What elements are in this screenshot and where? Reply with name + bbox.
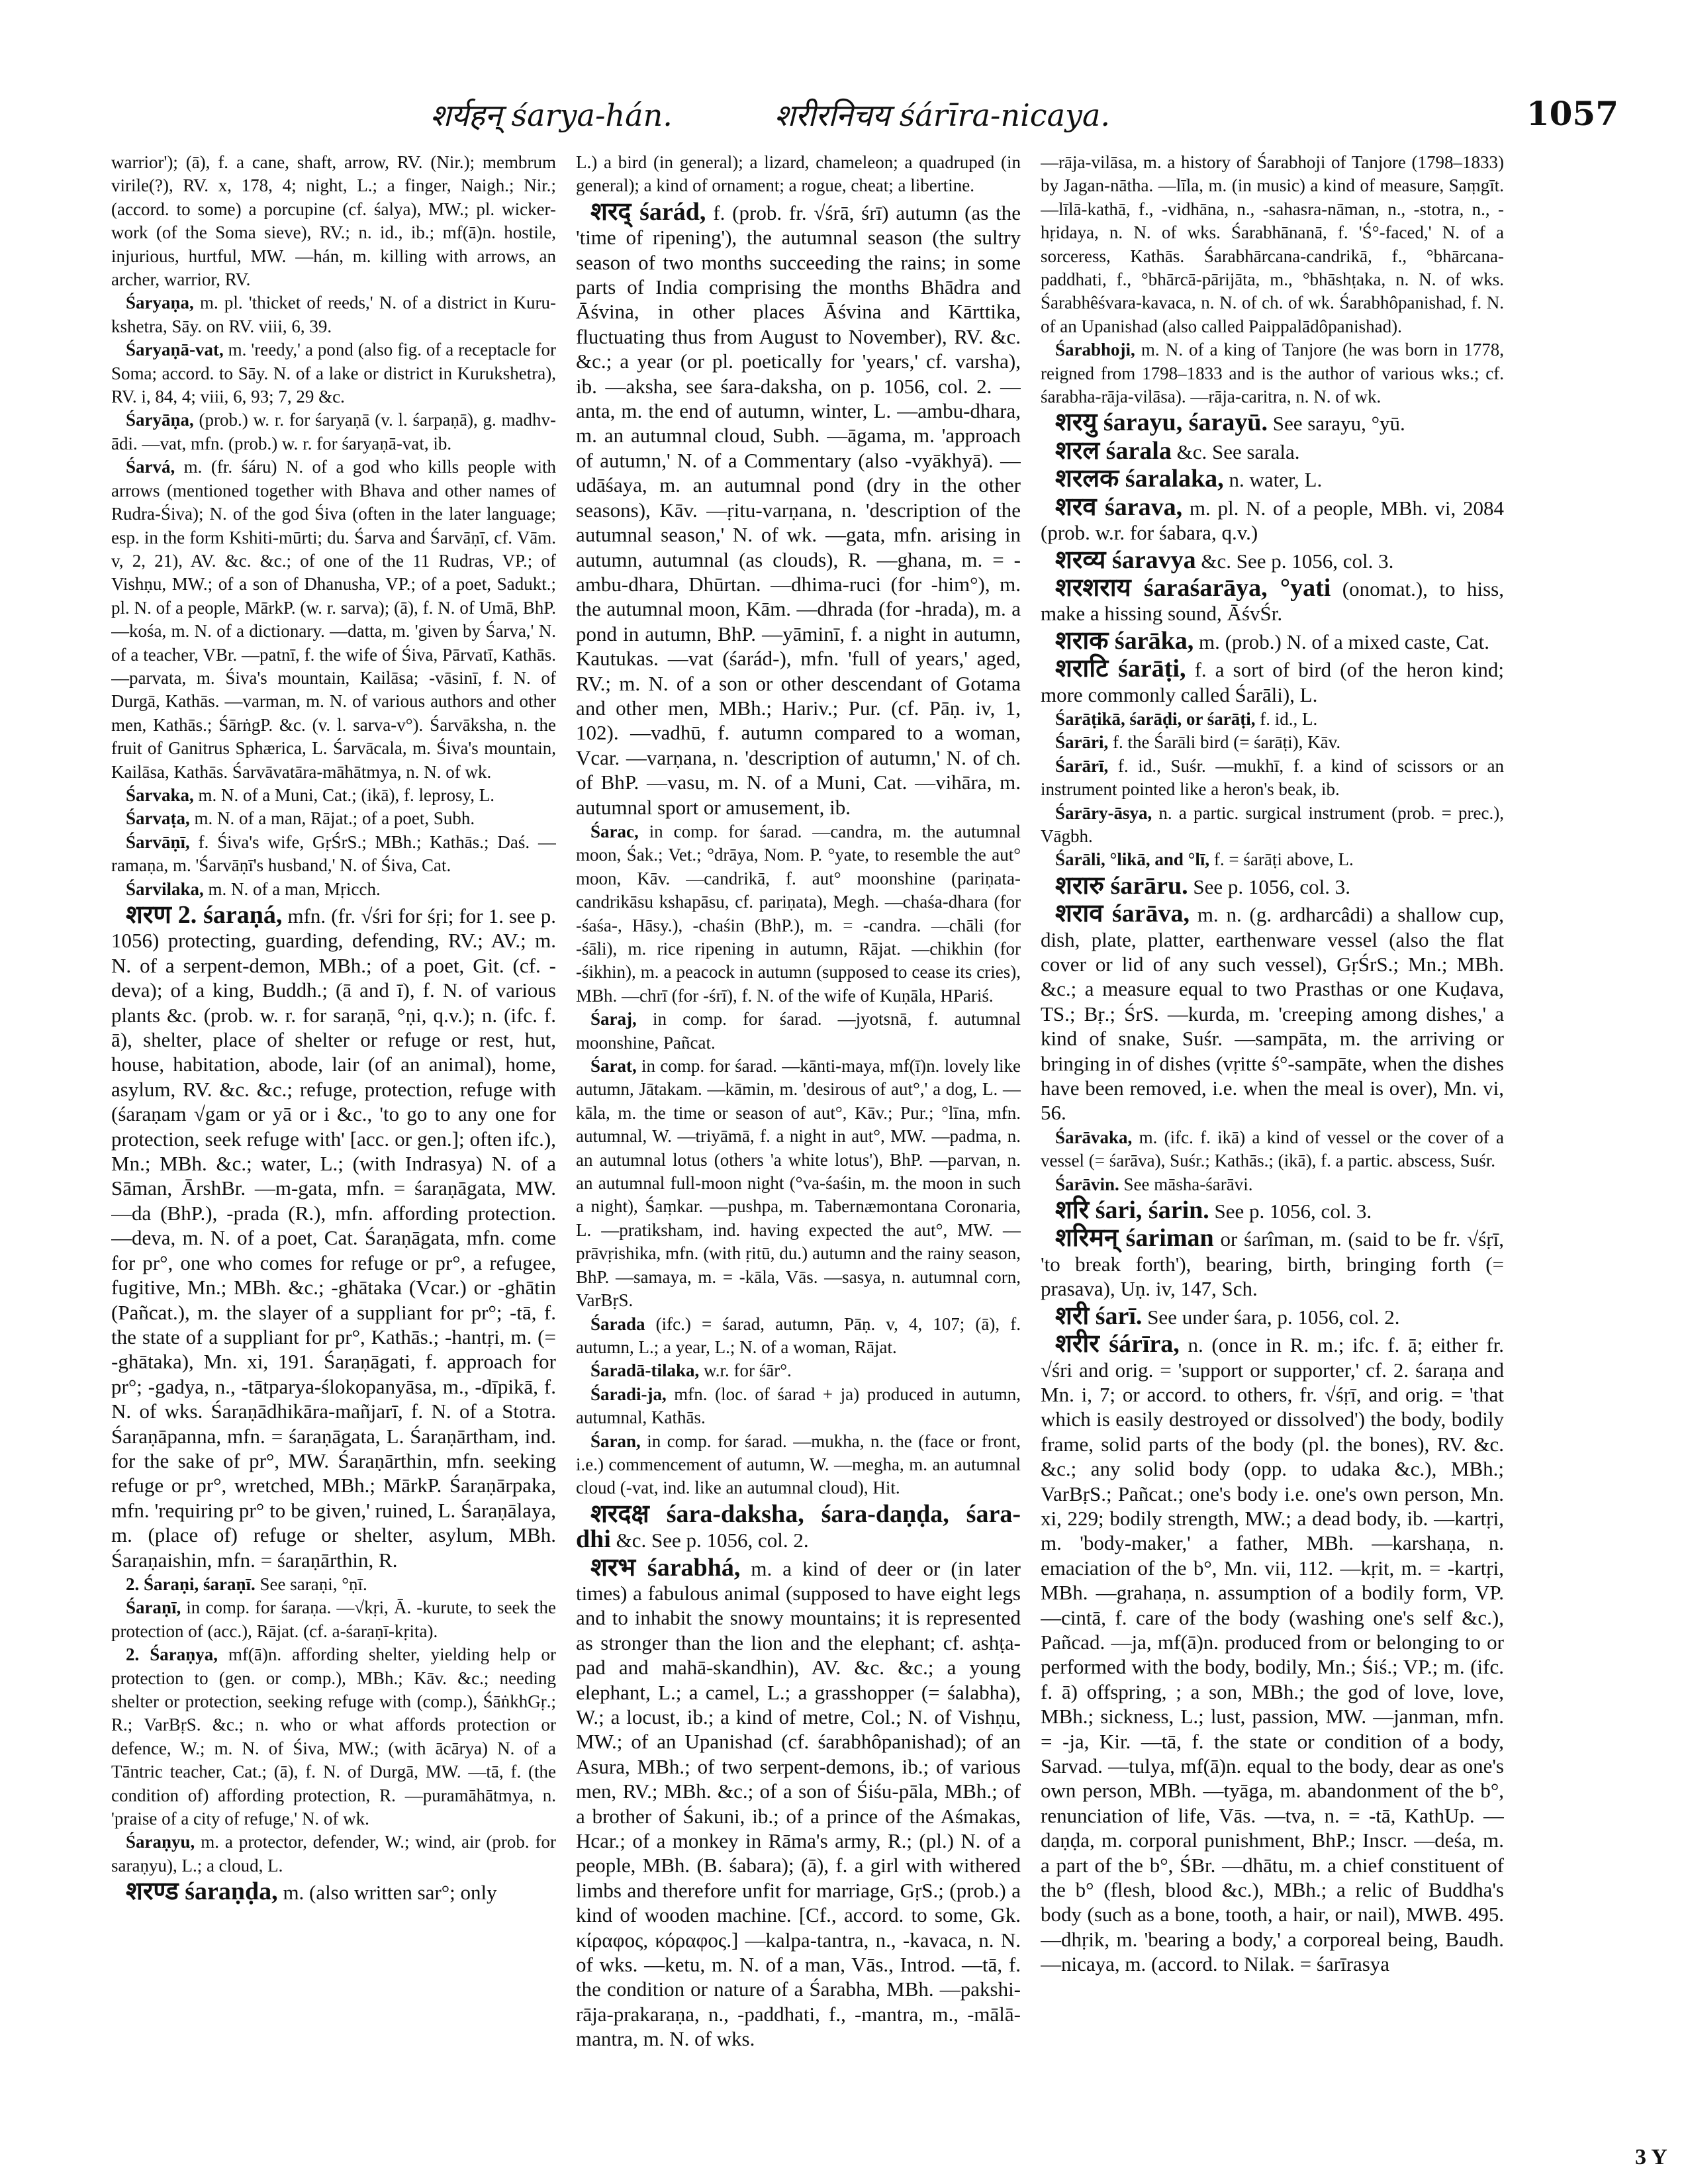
entry-text: See under śara, p. 1056, col. 2. — [1142, 1305, 1400, 1329]
entry-headword: शरिमन् śariman — [1055, 1224, 1214, 1253]
entry-headword: Śaran, — [590, 1431, 641, 1451]
dictionary-entry — [111, 1877, 556, 1906]
dictionary-entry — [1041, 1173, 1504, 1196]
page-number: 1057 — [1526, 94, 1618, 133]
entry-headword: Śarabhoji, — [1055, 340, 1135, 360]
entry-text: f. id., L. — [1255, 708, 1318, 729]
entry-headword: Śarāry-āsya, — [1055, 802, 1152, 823]
entry-text: —rāja-vilāsa, m. a history of Śarabhoji of Tanjore (1798–1833) by Jagan-nātha. —līla, m. (in music) a kind of measure, Saṃgīt. —līlā-kathā, f., -vidhāna, n., -sahasra-nāman, n., -stotra, n., -hṛidaya, n. N. of wks. Śarabhānanā, f. 'Ś°-faced,' N. of a sorceress, Kathās. Śarabhārcana-candrikā, f., °bhārcana-paddhati, f., °bhārcā-pārijāta, m., °bhāshṭaka, n. N. of wks. Śarabhêśvara-kavaca, n. N. of ch. of wk. Śarabhôpanishad, f. N. of an Upanishad (also called Paippalādôpanishad). — [1041, 152, 1504, 336]
dictionary-entry — [1041, 573, 1504, 627]
entry-text: L.) a bird (in general); a lizard, chameleon; a quadruped (in general); a kind of ornament; a rogue, cheat; a libertine. — [576, 152, 1021, 196]
entry-text: w.r. for śār°. — [699, 1360, 792, 1381]
entry-headword: शरव śarava, — [1055, 493, 1183, 521]
entry-text: mfn. (fr. √śri for śṛi; for 1. see p. 1056) protecting, guarding, defending, RV.; AV.; m. N. of a serpent-demon, MBh.; of a poet, Git. (cf. -deva); of a king, Buddh.; (ā and ī), f. N. of various plants &c. (prob. w. r. for saraṇā, °ṇi, q.v.); n. (ifc. f. ā), shelter, place of shelter or refuge or rest, hut, house, habitation, abode, lair (of an animal), home, asylum, RV. &c. &c.; refuge, protection, refuge with (śaraṇam √gam or yā or i &c., 'to go to any one for protection, seek refuge with' [acc. or gen.]; often ifc.), Mn.; MBh. &c.; water, L.; (with Indrasya) N. of a Sāman, ĀrshBr. —m-gata, mfn. = śaraṇāgata, MW. —da (BhP.), -prada (R.), mfn. affording protection. —deva, m. N. of a poet, Cat. Śaraṇāgata, mfn. come for pr°, one who comes for refuge or pr°, a refugee, fugitive, Mn.; MBh. &c.; -ghātaka (Vcar.) or -ghātin (Pañcat.), m. the slayer of a suppliant for pr°; -tā, f. the state of a suppliant for pr°, Kathās.; -hantṛi, m. (= -ghātaka), Mn. xi, 191. Śaraṇāgati, f. approach for pr°; -gadya, n., -tātparya-ślokopanyāsa, m., -dīpikā, f. N. of wks. Śaraṇādhikāra-mañjarī, f. N. of a Stotra. Śaraṇāpanna, mfn. = śaraṇāgata, L. Śaraṇārtham, ind. for the sake of pr°, MW. Śaraṇārthin, mfn. seeking refuge or pr°, wretched, MBh.; MārkP. Śaraṇārpaka, mfn. 'requiring pr° to be given,' ruined, L. Śaraṇālaya, m. (place of) refuge or shelter, asylum, MBh. Śaraṇaishin, mfn. = śaraṇārthin, R. — [111, 904, 556, 1572]
entry-headword: Śarac, — [590, 821, 639, 841]
header-left-word: शर्यहन् śarya-hán. — [430, 97, 673, 133]
dictionary-entry — [1041, 1302, 1504, 1330]
dictionary-entry — [1041, 1224, 1504, 1302]
entry-text: m. (prob.) N. of a mixed caste, Cat. — [1194, 630, 1489, 653]
entry-headword: शरी śarī. — [1055, 1302, 1143, 1330]
entry-headword: Śarvāṇī, — [126, 831, 190, 852]
entry-headword: Śarada — [590, 1313, 645, 1334]
dictionary-entry — [576, 151, 1021, 198]
dictionary-entry — [111, 878, 556, 901]
entry-headword: शरभ śarabhá, — [590, 1553, 741, 1582]
dictionary-entry — [1041, 546, 1504, 574]
entry-headword: शरि śari, śarin. — [1055, 1196, 1209, 1225]
entry-text: f. the Śarāli bird (= śarāṭi), Kāv. — [1108, 732, 1341, 753]
dictionary-entry — [1041, 708, 1504, 731]
entry-text: m. N. of a man, Mṛicch. — [203, 878, 381, 899]
dictionary-entry — [576, 1430, 1021, 1500]
entry-headword: Śarvaka, — [126, 784, 194, 805]
dictionary-entry — [1041, 902, 1504, 1126]
dictionary-entry — [1041, 1330, 1504, 1977]
dictionary-entry — [1041, 151, 1504, 338]
entry-text: f. (prob. fr. √śrā, śrī) autumn (as the 'time of ripening'), the autumnal season (the sultry season of two months succeeding the rains; in some parts of India comprising the months Bhādra and Āśvina, in other places Āśvina and Kārttika, fluctuating thus from August to November), RV. &c. &c.; a year (or pl. poetically for 'years,' cf. varsha), ib. —aksha, see śara-daksha, on p. 1056, col. 2. —anta, m. the end of autumn, winter, L. —ambu-dhara, m. an autumnal cloud, Subh. —āgama, m. 'approach of autumn,' N. of a Commentary (also -vyākhyā). —udāśaya, m. an autumnal pond (dry in the other seasons), Kāv. —ṛitu-varṇana, n. 'description of the autumnal season,' N. of wk. —gata, mfn. arising in autumn, autumnal (as clouds), R. —ghana, m. = -ambu-dhara, Dhūrtan. —dhima-ruci (for -him°), m. the autumnal moon, Kām. —dhrada (for -hrada), m. a pond in autumn, BhP. —yāminī, f. a night in autumn, Kautukas. —vat (śarád-), mfn. 'full of years,' aged, RV.; m. N. of a son or other descendant of Gotama and other men, MBh.; Hariv.; Pur. (cf. Pāṇ. iv, 1, 102). —vadhū, f. autumn compared to a woman, Vcar. —varṇana, n. 'description of autumn,' N. of ch. of BhP. —vasu, m. N. of a Muni, Cat. —vihāra, m. autumnal sport or amusement, ib. — [576, 201, 1021, 819]
header-center-word: शरीरनिचय śárīra-nicaya. — [774, 97, 1111, 133]
dictionary-entry — [111, 807, 556, 830]
entry-headword: Śaraṇī, — [126, 1597, 181, 1618]
dictionary-entry — [111, 1596, 556, 1643]
entry-text: in comp. for śaraṇa. —√kṛi, Ā. -kurute, to seek the protection of (acc.), Rājat. (cf. a-śaraṇī-kṛita). — [111, 1597, 556, 1641]
dictionary-entry — [1041, 493, 1504, 546]
dictionary-entry — [111, 831, 556, 878]
entry-headword: शराव śarāva, — [1055, 900, 1190, 928]
entry-text: in comp. for śarad. —kānti-maya, mf(ī)n. lovely like autumn, Jātakam. —kāmin, m. 'desirous of aut°,' a dog, L. —kāla, m. the time or season of aut°, Kāv.; Pur.; °līna, mfn. autumnal, W. —triyāmā, f. a night in aut°, MW. —padma, n. an autumnal lotus (others 'a white lotus'), BhP. —parvan, n. an autumnal full-moon night (°va-śaśin, m. the moon in such a night), Śaṃkar. —pushpa, m. Tabernæmontana Coronaria, L. —pratiksham, ind. having expected the aut°, MW. —prāvṛishika, mfn. (with ṛitū, du.) autumn and the rainy season, BhP. —samaya, m. = -kāla, Vās. —sasya, n. autumnal corn, VarBṛS. — [576, 1056, 1021, 1311]
dictionary-entry — [1041, 408, 1504, 437]
dictionary-entry — [1041, 848, 1504, 871]
entry-text: f. Śiva's wife, GṛŚrS.; MBh.; Kathās.; Daś. —ramaṇa, m. 'Śarvāṇī's husband,' N. of Śiva, Cat. — [111, 831, 556, 876]
entry-headword: Śarāri, — [1055, 732, 1109, 753]
dictionary-entry — [576, 1313, 1021, 1360]
dictionary-entry — [576, 820, 1021, 1008]
entry-headword: Śaryaṇa, — [126, 293, 194, 313]
dictionary-entry — [1041, 755, 1504, 802]
entry-text: (onomat.), to hiss, make a hissing sound, ĀśvŚr. — [1041, 577, 1504, 626]
dictionary-entry — [111, 901, 556, 1573]
entry-headword: 2. Śaraṇi, śaraṇī. — [126, 1574, 256, 1594]
entry-text: f. id., Suśr. —mukhī, f. a kind of scissors or an instrument pointed like a heron's beak, ib. — [1041, 755, 1504, 800]
entry-text: mf(ā)n. affording shelter, yielding help or protection to (gen. or comp.), MBh.; Kāv. &c.; needing shelter or protection, seeking refuge with (comp.), ŚāṅkhGṛ.; R.; VarBṛS. &c.; n. who or what affords protection or defence, W.; m. N. of Śiva, MW.; (with ācārya) N. of a Tāntric teacher, Cat.; (ā), f. N. of Durgā, MW. —tā, f. (the condition of) affording protection, R. —puramāhātmya, n. 'praise of a city of refuge,' N. of wk. — [111, 1644, 556, 1829]
entry-headword: Śaryāṇa, — [126, 410, 194, 430]
entry-text: m. n. (g. ardharcâdi) a shallow cup, dish, plate, platter, earthenware vessel (also the flat cover or lid of any such vessel), GṛŚrS.; Mn.; MBh. &c.; a measure equal to two Prasthas or one Kuḍava, TS.; Bṛ.; ŚrS. —kurda, m. 'creeping among dishes,' a kind of snake, Suśr. —sampāta, m. the arriving or bringing in of dishes (vṛitte ś°-sampāte, when the dishes have been removed, i.e. when the meal is over), Mn. vi, 56. — [1041, 903, 1504, 1125]
entry-text: m. N. of a king of Tanjore (he was born in 1778, reigned from 1798–1833 and is the author of various wks.; cf. śarabha-rāja-vilāsa). —rāja-caritra, n. N. of wk. — [1041, 340, 1504, 407]
entry-text: warrior'); (ā), f. a cane, shaft, arrow, RV. (Nir.); membrum virile(?), RV. x, 178, 4; night, L.; a finger, Naigh.; Nir.; (accord. to some) a porcupine (cf. śalya), MW.; pl. wicker-work (of the Soma sieve), RV.; n. id., ib.; mf(ā)n. hostile, injurious, hurtful, MW. —hán, m. killing with arrows, an archer, warrior, RV. — [111, 152, 556, 290]
dictionary-entry — [1041, 1126, 1504, 1173]
dictionary-entry — [1041, 338, 1504, 408]
entry-text: mfn. (loc. of śarad + ja) produced in autumn, autumnal, Kathās. — [576, 1384, 1021, 1428]
entry-headword: Śaradā-tilaka, — [590, 1360, 700, 1381]
dictionary-entry — [576, 1359, 1021, 1382]
entry-headword: 2. Śaraṇya, — [126, 1644, 218, 1665]
entry-text: f. = śarāṭi above, L. — [1209, 849, 1354, 870]
dictionary-entry — [1041, 871, 1504, 900]
entry-headword: Śaryaṇā-vat, — [126, 340, 224, 360]
dictionary-entry — [576, 1553, 1021, 2052]
entry-headword: Śaradi-ja, — [590, 1384, 667, 1404]
dictionary-entry — [111, 408, 556, 455]
dictionary-entry — [576, 197, 1021, 820]
dictionary-entry — [576, 1055, 1021, 1312]
dictionary-entry — [576, 1499, 1021, 1554]
dictionary-entry — [1041, 802, 1504, 849]
entry-headword: Śaraj, — [590, 1009, 637, 1029]
entry-text: n. a partic. surgical instrument (prob. = prec.), Vāgbh. — [1041, 802, 1504, 846]
entry-text: n. (once in R. m.; ifc. f. ā; either fr. √śri and orig. = 'support or supporter,' cf. 2. śaraṇa and Mn. i, 7; or accord. to others, fr. √śṛī, and orig. = 'that which is easily destroyed or dissolved') the body, bodily frame, solid parts of the body (pl. the bones), RV. &c. &c.; any solid body (opp. to udaka &c.), MBh.; VarBṛS.; Pañcat.; one's body i.e. one's own person, Mn. xi, 229; bodily strength, MW.; a dead body, ib. —kartṛi, m. 'body-maker,' a father, MBh. —karshaṇa, n. emaciation of the b°, Mn. vii, 112. —kṛit, m. = -kartṛi, MBh. —grahaṇa, n. assumption of a bodily form, VP. —cintā, f. care of the body (washing one's self &c.), Pañcad. —ja, mf(ā)n. produced from or belonging to or performed with the body, bodily, Mn.; Śiś.; VP.; m. (ifc. f. ā) offspring, ; a son, MBh.; the god of love, love, MBh.; sickness, L.; lust, passion, MW. —janman, mfn. = -ja, Kir. —tā, f. the state or condition of a body, Sarvad. —tulya, mf(ā)n. equal to the body, dear as one's own person, MBh. —tyāga, m. abandonment of the b°, renunciation of life, Vās. —tva, n. = -tā, KathUp. —daṇḍa, m. corporal punishment, BhP.; Inscr. —deśa, m. a part of the b°, ŚBr. —dhātu, m. a chief constituent of the b° (flesh, blood &c.), MBh.; a relic of Buddha's body (such as a bone, tooth, a hair, or nail), MWB. 495. —dhṛik, m. 'bearing a body,' a corporeal being, Baudh. —nicaya, m. (accord. to Nilak. = śarīrasya — [1041, 1333, 1504, 1976]
entry-text: See māsha-śarāvi. — [1119, 1174, 1253, 1194]
entry-headword: Śarvá, — [126, 457, 175, 477]
entry-headword: Śarvaṭa, — [126, 808, 190, 829]
dictionary-entry — [1041, 1196, 1504, 1225]
entry-headword: शरलक śaralaka, — [1055, 465, 1224, 493]
entry-text: m. a kind of deer or (in later times) a fabulous animal (supposed to have eight legs and to inhabit the snowy mountains; it is represented as stronger than the lion and the elephant; cf. ashṭa-pad and mahā-skandhin), AV. &c. &c.; a young elephant, L.; a camel, L.; a grasshopper (= śalabha), W.; a locust, ib.; a kind of metre, Col.; N. of Vishṇu, MW.; of an Upanishad (cf. śarabhôpanishad); of an Asura, MBh.; of two serpent-demons, ib.; of various men, RV.; MBh. &c.; of a son of Śiśu-pāla, MBh.; of a brother of Śakuni, ib.; of a prince of the Aśmakas, Hcar.; of a monkey in Rāma's army, R.; (pl.) N. of a people, MBh. (B. śabara); (ā), f. a girl with withered limbs and therefore unfit for marriage, GṛS.; (prob.) a kind of wooden machine. [Cf., accord. to some, Gk. κίραφος, κόραφος.] —kalpa-tantra, n., -kavaca, n. N. of wks. —ketu, m. N. of a man, Vās., Introd. —tā, f. the condition or nature of a Śarabha, MBh. —pakshi-rāja-prakaraṇa, n., -paddhati, f., -mantra, m., -mālā-mantra, m. N. of wks. — [576, 1556, 1021, 2051]
entry-headword: शरल śarala — [1055, 436, 1172, 465]
entry-text: in comp. for śarad. —mukha, n. the (face or front, i.e.) commencement of autumn, W. —megha, m. an autumnal cloud (-vat, ind. like an autumnal cloud), Hit. — [576, 1431, 1021, 1498]
entry-text: m. N. of a man, Rājat.; of a poet, Subh. — [189, 808, 475, 829]
entry-headword: शराटि śarāṭi, — [1055, 655, 1186, 683]
dictionary-entry — [1041, 436, 1504, 465]
entry-text: f. a sort of bird (of the heron kind; more commonly called Śarāli), L. — [1041, 658, 1504, 706]
entry-headword: Śarvilaka, — [126, 878, 204, 899]
entry-text: m. a protector, defender, W.; wind, air (prob. for saraṇyu), L.; a cloud, L. — [111, 1832, 556, 1875]
entry-text: m. (also written sar°; only — [277, 1881, 497, 1905]
dictionary-entry — [1041, 731, 1504, 754]
entry-text: m. (fr. śáru) N. of a god who kills people with arrows (mentioned together with Bhava and other names of Rudra-Śiva); N. of the god Śiva (often in the later language; esp. in the form Kshiti-mūrti; du. Śarva and Śarvāṇī, cf. Vām. v, 2, 21), AV. &c. &c.; of one of the 11 Rudras, VP.; of Vishṇu, MW.; of a son of Dhanusha, VP.; of a poet, Sadukt.; pl. N. of a people, MārkP. (w. r. sarva); (ā), f. N. of Umā, BhP. —kośa, m. N. of a dictionary. —datta, m. 'given by Śarva,' N. of a teacher, VBr. —patnī, f. the wife of Śiva, Pārvatī, Kathās. —parvata, m. Śiva's mountain, Kailāsa; -vāsinī, f. N. of Durgā, Kathās. —varman, m. N. of various authors and other men, Kathās.; ŚārṅgP. &c. (v. l. sarva-v°). Śarvāksha, n. the fruit of Ganitrus Sphærica, L. Śarvācala, m. Śiva's mountain, Kailāsa, Kathās. Śarvāvatāra-māhātmya, n. N. of wk. — [111, 457, 556, 782]
entry-text: &c. See p. 1056, col. 3. — [1195, 549, 1394, 573]
dictionary-entry — [111, 338, 556, 408]
entry-text: (ifc.) = śarad, autumn, Pāṇ. v, 4, 107; (ā), f. autumn, L.; a year, L.; N. of a woman, Rājat. — [576, 1313, 1021, 1357]
entry-headword: शरीर śárīra, — [1055, 1330, 1180, 1358]
entry-text: n. water, L. — [1223, 468, 1323, 492]
entry-text: or śarîman, m. (said to be fr. √śṛī, 'to break forth'), bearing, birth, bringing forth (= prasava), Uṇ. iv, 147, Sch. — [1041, 1227, 1504, 1301]
dictionary-entry — [111, 1643, 556, 1830]
entry-text: See sarayu, °yū. — [1268, 412, 1405, 436]
dictionary-entry — [111, 291, 556, 338]
entry-text: m. pl. N. of a people, MBh. vi, 2084 (prob. w.r. for śabara, q.v.) — [1041, 496, 1504, 545]
entry-text: &c. See sarala. — [1171, 440, 1300, 463]
entry-headword: शरारु śarāru. — [1055, 871, 1188, 900]
dictionary-entry — [1041, 657, 1504, 708]
dictionary-entry — [111, 455, 556, 784]
entry-headword: Śarāli, °likā, and °lī, — [1055, 849, 1210, 870]
dictionary-entry — [576, 1383, 1021, 1430]
entry-headword: शरदक्ष śara-daksha, śara-daṇḍa, śara-dhi — [576, 1499, 1021, 1554]
entry-text: m. N. of a Muni, Cat.; (ikā), f. leprosy, L. — [193, 784, 494, 805]
dictionary-entry — [111, 784, 556, 807]
page-header — [106, 94, 1618, 147]
entry-text: m. 'reedy,' a pond (also fig. of a receptacle for Soma; accord. to Sāy. N. of a lake or district in Kurukshetra), RV. i, 84, 4; viii, 6, 93; 7, 29 &c. — [111, 340, 556, 407]
column-2 — [576, 151, 1021, 2130]
dictionary-entry — [111, 1573, 556, 1596]
entry-headword: Śarāvaka, — [1055, 1127, 1133, 1147]
entry-headword: शराक śarāka, — [1055, 626, 1194, 655]
dictionary-entry — [1041, 467, 1504, 493]
entry-text: in comp. for śarad. —jyotsnā, f. autumnal moonshine, Pañcat. — [576, 1009, 1021, 1053]
entry-text: &c. See p. 1056, col. 2. — [610, 1529, 809, 1552]
entry-text: See p. 1056, col. 3. — [1209, 1200, 1372, 1223]
entry-headword: शरशराय śaraśarāya, °yati — [1055, 573, 1331, 602]
entry-headword: शरण 2. śaraṇá, — [126, 901, 283, 929]
entry-text: (prob.) w. r. for śaryaṇā (v. l. śarpaṇā), g. madhv-ādi. —vat, mfn. (prob.) w. r. for śaryaṇā-vat, ib. — [111, 410, 556, 453]
column-1 — [111, 151, 556, 2130]
entry-headword: शरव्य śaravya — [1055, 546, 1196, 574]
entry-headword: Śarāvin. — [1055, 1174, 1119, 1194]
dictionary-entry — [111, 1830, 556, 1877]
entry-text: See p. 1056, col. 3. — [1188, 875, 1350, 898]
entry-text: m. pl. 'thicket of reeds,' N. of a district in Kuru-kshetra, Sāy. on RV. viii, 6, 39. — [111, 293, 556, 336]
signature-mark: 3 Y — [1635, 2145, 1667, 2169]
entry-headword: शरद् śarád, — [590, 197, 706, 226]
entry-headword: Śarāṭikā, śarāḍi, or śarāṭi, — [1055, 708, 1256, 729]
dictionary-entry — [1041, 626, 1504, 655]
entry-headword: Śarat, — [590, 1056, 637, 1076]
entry-headword: शरयु śarayu, śarayū. — [1055, 408, 1268, 437]
entry-text: m. (ifc. f. ikā) a kind of vessel or the cover of a vessel (= śarāva), Suśr.; Kathās.; (ikā), f. a partic. abscess, Suśr. — [1041, 1127, 1504, 1171]
entry-headword: Śaraṇyu, — [126, 1832, 195, 1852]
dictionary-entry — [111, 151, 556, 291]
entry-text: See saraṇi, °ṇī. — [255, 1574, 367, 1594]
column-3 — [1041, 151, 1504, 2130]
entry-headword: Śarārī, — [1055, 755, 1109, 776]
dictionary-entry — [576, 1008, 1021, 1055]
entry-text: in comp. for śarad. —candra, m. the autumnal moon, Śak.; Vet.; °drāya, Nom. P. °yate, to resemble the aut° moon, Kāv. —candrikā, f. aut° moonshine (pariṇata-candrikāsu kshapāsu, cf. pariṇata), Megh. —chaśa-dhara (for -śaśa-, Hāsy.), -chaśin (BhP.), m. = -candra. —chāli (for -śāli), m. rice ripening in autumn, Rājat. —chikhin (for -śikhin), m. a peacock in autumn (supposed to cease its cries), MBh. —chrī (for -śrī), f. N. of the wife of Kuṇāla, HPariś. — [576, 821, 1021, 1006]
entry-headword: शरण्ड śaraṇḍa, — [126, 1877, 278, 1906]
